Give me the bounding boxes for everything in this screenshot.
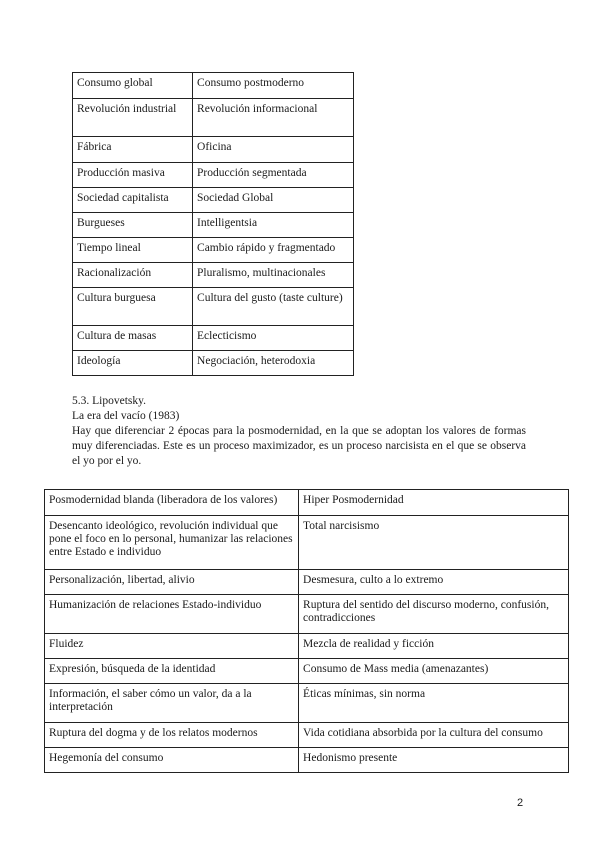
table-cell-right: Hiper Posmodernidad <box>299 490 569 516</box>
table-cell-left: Información, el saber cómo un valor, da a la interpretación <box>45 684 299 723</box>
table-row <box>45 723 569 748</box>
table-cell-left: Expresión, búsqueda de la identidad <box>45 659 299 684</box>
table-cell-right: Cultura del gusto (taste culture) <box>193 288 354 326</box>
table-cell-left: Sociedad capitalista <box>73 188 193 213</box>
table-row <box>45 516 569 570</box>
table-row <box>45 595 569 634</box>
table-cell-right: Consumo postmoderno <box>193 73 354 99</box>
table-row <box>73 238 354 263</box>
table-cell-right: Pluralismo, multinacionales <box>193 263 354 288</box>
table-row <box>45 490 569 516</box>
table-row <box>73 351 354 376</box>
table-row <box>73 263 354 288</box>
table-row <box>45 684 569 723</box>
table-cell-left: Consumo global <box>73 73 193 99</box>
table-row <box>45 748 569 773</box>
table-cell-right: Intelligentsia <box>193 213 354 238</box>
table-cell-right: Revolución informacional <box>193 99 354 137</box>
comparison-table-posmodernidad <box>44 489 569 773</box>
table-cell-right: Desmesura, culto a lo extremo <box>299 570 569 595</box>
table-cell-right: Sociedad Global <box>193 188 354 213</box>
table-row <box>73 73 354 99</box>
table-cell-left: Racionalización <box>73 263 193 288</box>
table-row <box>73 188 354 213</box>
table-row <box>73 326 354 351</box>
table-row <box>73 288 354 326</box>
table-cell-right: Vida cotidiana absorbida por la cultura del consumo <box>299 723 569 748</box>
table-cell-right: Ruptura del sentido del discurso moderno, confusión, contradicciones <box>299 595 569 634</box>
page-number: 2 <box>517 797 524 809</box>
table-cell-left: Personalización, libertad, alivio <box>45 570 299 595</box>
table-row <box>45 659 569 684</box>
table-cell-right: Consumo de Mass media (amenazantes) <box>299 659 569 684</box>
table-row <box>73 213 354 238</box>
section-paragraph: Hay que diferenciar 2 épocas para la posmodernidad, en la que se adoptan los valores de formas muy diferenciadas. Este es un proceso maximizador, es un proceso narcisista en el que se observa el yo por el yo. <box>72 425 526 467</box>
section-subtitle: La era del vacío (1983) <box>72 410 180 422</box>
table-row <box>45 634 569 659</box>
table-cell-right: Producción segmentada <box>193 163 354 188</box>
comparison-table-body <box>73 73 354 376</box>
table-cell-left: Fábrica <box>73 137 193 163</box>
table-cell-left: Cultura burguesa <box>73 288 193 326</box>
table-cell-right: Mezcla de realidad y ficción <box>299 634 569 659</box>
table-cell-right: Negociación, heterodoxia <box>193 351 354 376</box>
table-row <box>73 137 354 163</box>
table-cell-left: Burgueses <box>73 213 193 238</box>
table-cell-left: Hegemonía del consumo <box>45 748 299 773</box>
table-cell-right: Hedonismo presente <box>299 748 569 773</box>
lipovetsky-section <box>72 394 526 469</box>
table-cell-left: Producción masiva <box>73 163 193 188</box>
table-cell-right: Oficina <box>193 137 354 163</box>
table-cell-left: Revolución industrial <box>73 99 193 137</box>
table-cell-left: Tiempo lineal <box>73 238 193 263</box>
table-cell-left: Ideología <box>73 351 193 376</box>
table-row <box>73 99 354 137</box>
table-cell-left: Posmodernidad blanda (liberadora de los valores) <box>45 490 299 516</box>
table-cell-left: Fluidez <box>45 634 299 659</box>
table-cell-left: Ruptura del dogma y de los relatos modernos <box>45 723 299 748</box>
section-heading: 5.3. Lipovetsky. <box>72 395 146 407</box>
table-cell-right: Total narcisismo <box>299 516 569 570</box>
table-cell-left: Desencanto ideológico, revolución individual que pone el foco en lo personal, humanizar las relaciones entre Estado e individuo <box>45 516 299 570</box>
table-row <box>45 570 569 595</box>
table-row <box>73 163 354 188</box>
table-cell-left: Humanización de relaciones Estado-individuo <box>45 595 299 634</box>
table-cell-left: Cultura de masas <box>73 326 193 351</box>
table-cell-right: Eclecticismo <box>193 326 354 351</box>
table-cell-right: Éticas mínimas, sin norma <box>299 684 569 723</box>
comparison-table-body <box>45 490 569 773</box>
table-cell-right: Cambio rápido y fragmentado <box>193 238 354 263</box>
comparison-table-consumo <box>72 72 354 376</box>
